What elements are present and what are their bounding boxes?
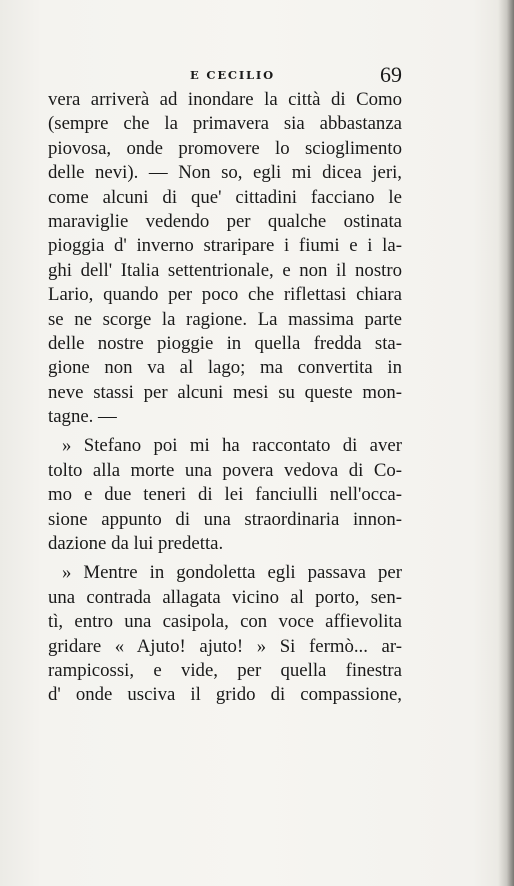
paragraph [48, 561, 402, 707]
text-line: delle nevi). — Non so, egli mi dicea jeri, [48, 162, 402, 184]
text-line: sione appunto di una straordinaria innon- [48, 508, 402, 530]
text-line: gridare « Ajuto! ajuto! » Si fermò... ar- [48, 635, 402, 657]
paragraph [48, 434, 402, 556]
text-line: vera arriverà ad inondare la città di Como [48, 89, 402, 110]
text-line: una contrada allagata vicino al porto, sen- [48, 586, 402, 608]
text-line: delle nostre pioggie in quella fredda sta- [48, 332, 402, 354]
text-line: tì, entro una casipola, con voce affievolita [48, 611, 402, 633]
text-line: rampicossi, e vide, per quella finestra [48, 659, 402, 681]
page-edge-shadow [498, 0, 514, 886]
text-line: se ne scorge la ragione. La massima parte [48, 308, 402, 330]
text-line: gione non va al lago; ma convertita in [48, 357, 402, 379]
text-line: piovosa, onde promovere lo scioglimento [48, 137, 402, 159]
body-text [48, 88, 402, 708]
text-line: tagne. — [48, 406, 117, 428]
text-line: » Mentre in gondoletta egli passava per [62, 562, 402, 584]
running-title: E CECILIO [190, 68, 275, 82]
text-line: maraviglie vedendo per qualche ostinata [48, 210, 402, 232]
page-number: 69 [380, 62, 402, 87]
paragraph [48, 88, 402, 429]
running-head [48, 64, 402, 88]
text-line: » Stefano poi mi ha raccontato di aver [62, 435, 402, 457]
text-line: pioggia d' inverno straripare i fiumi e i la- [48, 235, 402, 257]
text-line: neve stassi per alcuni mesi su queste mon- [48, 381, 402, 403]
text-line: ghi dell' Italia settentrionale, e non il nostro [48, 259, 402, 281]
text-line: d' onde usciva il grido di compassione, [48, 684, 402, 706]
text-line: come alcuni di que' cittadini facciano le [48, 186, 402, 208]
text-line: dazione da lui predetta. [48, 533, 224, 555]
text-line: tolto alla morte una povera vedova di Co- [48, 459, 402, 481]
text-line: (sempre che la primavera sia abbastanza [48, 113, 402, 135]
text-line: mo e due teneri di lei fanciulli nell'occa- [48, 484, 402, 506]
text-line: Lario, quando per poco che riflettasi chiara [48, 284, 402, 306]
